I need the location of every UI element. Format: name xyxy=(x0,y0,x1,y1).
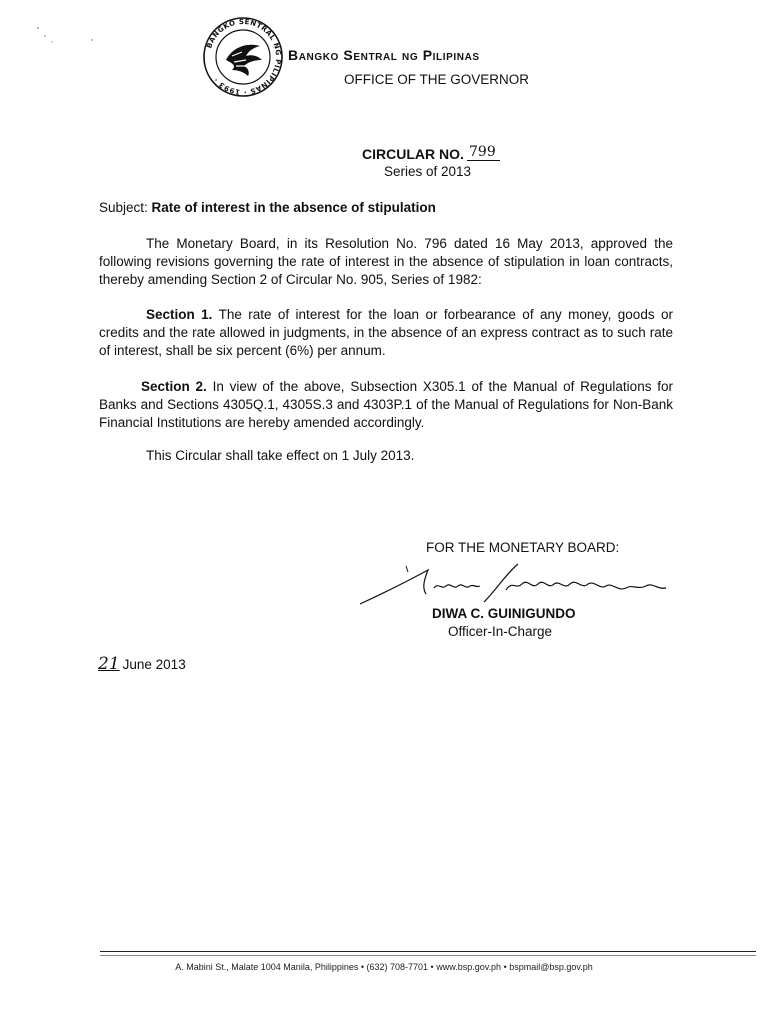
section-2-label: Section 2. xyxy=(141,379,207,394)
paragraph-resolution: The Monetary Board, in its Resolution No. 796 dated 16 May 2013, approved the following revisions governing the rate of interest in the absence of stipulation in loan contracts, thereby amending Section 2 of Circular No. 905, Series of 1982: xyxy=(99,236,673,287)
subject-label: Subject: xyxy=(99,200,148,215)
footer-rule-thin xyxy=(100,955,756,956)
circular-label: CIRCULAR NO. xyxy=(362,146,464,162)
date-month-year: June 2013 xyxy=(122,657,186,672)
signatory-title: Officer-In-Charge xyxy=(448,624,553,639)
footer-rule xyxy=(100,951,756,952)
footer-address: A. Mabini St., Malate 1004 Manila, Philippines • (632) 708-7701 • www.bsp.gov.ph • bspmail@bsp.gov.ph xyxy=(175,962,593,972)
date-day: 21 xyxy=(98,654,120,674)
section-1-label: Section 1. xyxy=(146,307,213,322)
subject-text: Rate of interest in the absence of stipulation xyxy=(151,200,436,215)
scan-specks xyxy=(30,22,110,52)
signing-date xyxy=(98,654,186,674)
office-title: OFFICE OF THE GOVERNOR xyxy=(344,72,530,87)
section-2 xyxy=(99,378,673,432)
section-1 xyxy=(99,306,673,360)
effectivity-clause: This Circular shall take effect on 1 July 2013. xyxy=(146,448,415,463)
circular-series: Series of 2013 xyxy=(384,164,472,179)
for-monetary-board: FOR THE MONETARY BOARD: xyxy=(426,540,620,555)
bsp-seal-logo xyxy=(202,16,284,98)
signatory-name: DIWA C. GUINIGUNDO xyxy=(432,606,576,621)
organization-name: Bangko Sentral ng Pilipinas xyxy=(288,47,480,63)
svg-text:BANGKO SENTRAL NG PILIPINAS ·: BANGKO SENTRAL NG PILIPINAS · 1993 · xyxy=(205,17,283,97)
handwritten-signature xyxy=(356,560,686,610)
circular-number: 799 xyxy=(467,144,500,161)
section-1-text: The rate of interest for the loan or forbearance of any money, goods or credits and the rate allowed in judgments, in the absence of an express contract as to such rate of interest, shall be six percent (6%) per annum. xyxy=(99,307,673,358)
section-2-text: In view of the above, Subsection X305.1 of the Manual of Regulations for Banks and Sections 4305Q.1, 4305S.3 and 4303P.1 of the Manual of Regulations for Non-Bank Financial Institutions are hereby amended accordingly. xyxy=(99,379,673,430)
subject-line xyxy=(99,200,436,215)
